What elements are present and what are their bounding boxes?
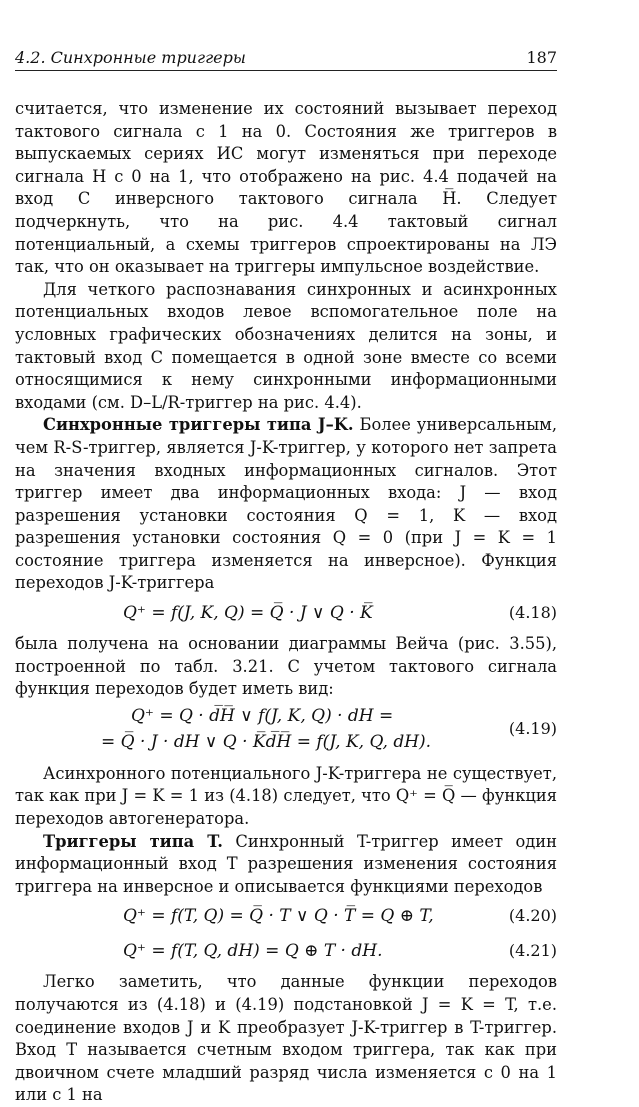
equation-4-21 bbox=[15, 936, 557, 965]
paragraph-2: Для четкого распознавания синхронных и асинхронных потенциальных входов левое вспомогательное поле на условных графических обозначениях делится на зоны, и тактовый вход C помещается в одной зоне вместе со всеми относящимися к нему синхронными информационными входами (см. D–L/R-триггер на рис. 4.4). bbox=[15, 279, 557, 412]
paragraph-6 bbox=[15, 831, 557, 899]
equation-4-21-formula: Q⁺ = f(T, Q, dH) = Q ⊕ T · dH. bbox=[123, 941, 383, 962]
paragraph-5: Асинхронного потенциального J-K-триггера не существует, так как при J = K = 1 из (4.18) следует, что Q⁺ = Q̅ — функция переходов автогенератора. bbox=[15, 763, 557, 829]
equation-4-18-formula: Q⁺ = f(J, K, Q) = Q̅ · J ∨ Q · K̅ bbox=[123, 603, 373, 624]
section-title: 4.2. Синхронные триггеры bbox=[15, 48, 246, 67]
equation-4-18 bbox=[15, 598, 557, 627]
equation-4-19-line-1: Q⁺ = Q · d̅H̅ ∨ f(J, K, Q) · dH = bbox=[131, 705, 394, 726]
equation-4-19-number: (4.19) bbox=[508, 718, 557, 738]
running-header bbox=[15, 46, 557, 71]
jk-heading: Синхронные триггеры типа J–K. bbox=[43, 415, 354, 435]
equation-4-21-number: (4.21) bbox=[508, 941, 557, 961]
paragraph-6-text: Синхронный T-триггер имеет один информационный вход T разрешения изменения состояния триггера на инверсное и описывается функциями переходов bbox=[15, 831, 557, 896]
paragraph-3 bbox=[15, 414, 557, 595]
paragraph-4: была получена на основании диаграммы Вейча (рис. 3.55), построенной по табл. 3.21. С учетом тактового сигнала функция переходов будет иметь вид: bbox=[15, 634, 557, 699]
t-heading: Триггеры типа T. bbox=[43, 831, 223, 851]
equation-4-19-line-2: = Q̅ · J · dH ∨ Q · K̅d̅H̅ = f(J, K, Q, dH). bbox=[101, 731, 432, 752]
text-body bbox=[15, 98, 557, 1107]
page-number: 187 bbox=[526, 48, 557, 67]
paragraph-7: Легко заметить, что данные функции переходов получаются из (4.18) и (4.19) подстановкой J = K = T, т.е. соединение входов J и K преобразует J-K-триггер в T-триггер. Вход T называется счетным входом триггера, так как при двоичном счете младший разряд числа изменяется с 0 на 1 или с 1 на bbox=[15, 972, 557, 1105]
equation-4-19 bbox=[15, 705, 557, 757]
equation-4-18-number: (4.18) bbox=[508, 603, 557, 623]
equation-4-20 bbox=[15, 901, 557, 930]
equation-4-20-number: (4.20) bbox=[508, 906, 557, 926]
paragraph-1: считается, что изменение их состояний вызывает переход тактового сигнала с 1 на 0. Состояния же триггеров в выпускаемых сериях ИС могут изменяться при переходе сигнала H с 0 на 1, что отображено на рис. 4.4 подачей на вход C инверсного тактового сигнала H̅. Следует подчеркнуть, что на рис. 4.4 тактовый сигнал потенциальный, а схемы триггеров спроектированы на ЛЭ так, что он оказывает на триггеры импульсное воздействие. bbox=[15, 99, 557, 277]
paragraph-3-text: Более универсальным, чем R-S-триггер, является J-K-триггер, у которого нет запрета на значения входных информационных сигналов. Этот триггер имеет два информационных входа: J — вход разрешения установки состояния Q = 1, K — вход разрешения установки состояния Q = 0 (при J = K = 1 состояние триггера изменяется на инверсное). Функция переходов J-K-триггера bbox=[15, 415, 557, 593]
equation-4-20-formula: Q⁺ = f(T, Q) = Q̅ · T ∨ Q · T̅ = Q ⊕ T, bbox=[123, 906, 434, 927]
